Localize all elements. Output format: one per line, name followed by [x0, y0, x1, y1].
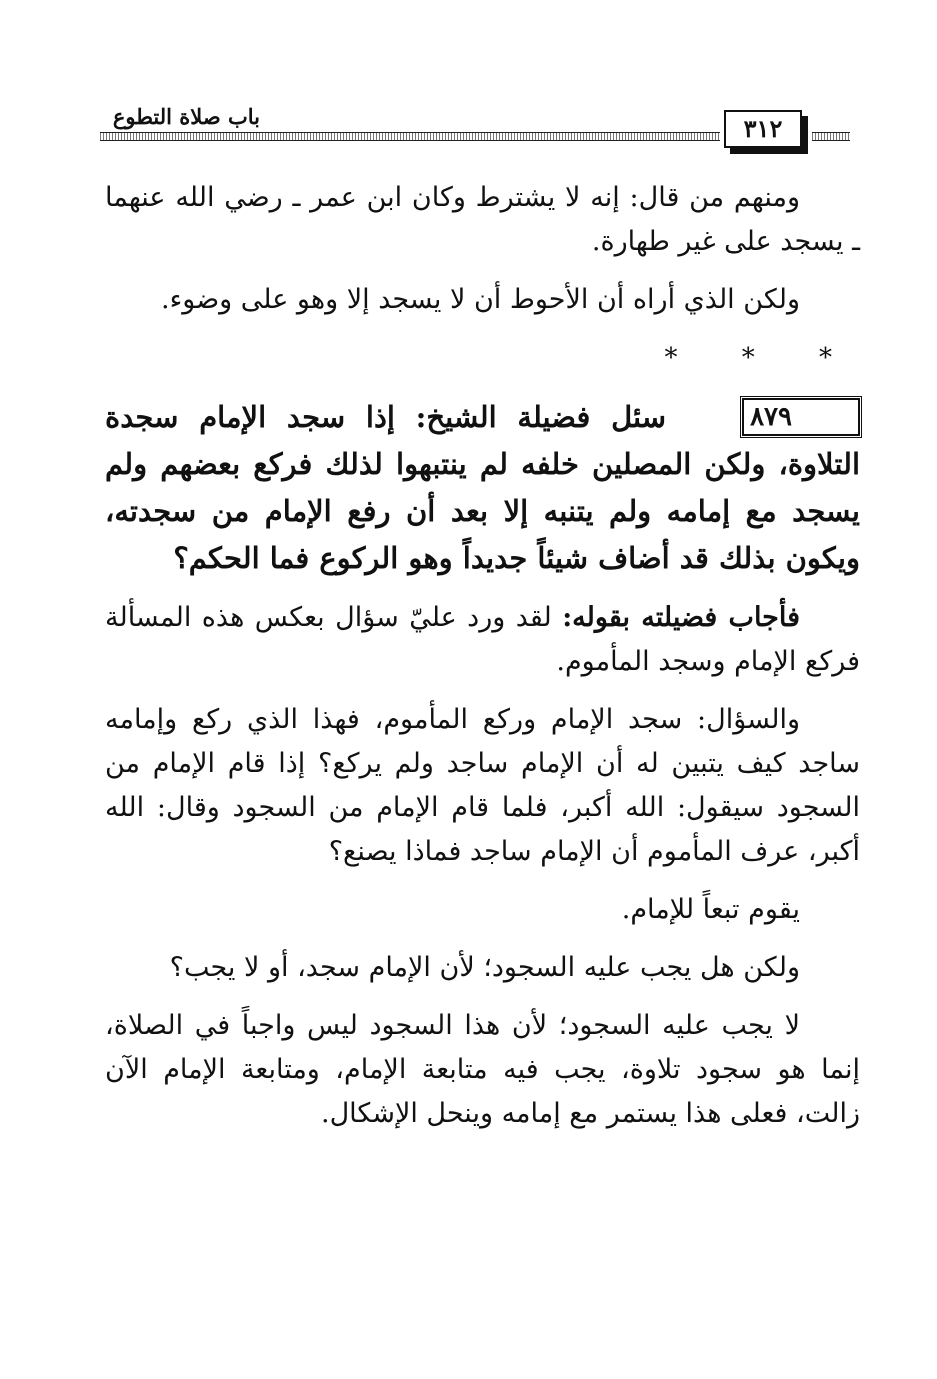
header-rule: [100, 132, 720, 141]
running-title: باب صلاة التطوع: [112, 104, 260, 129]
question-block: [105, 394, 860, 582]
header-rule-end: [812, 132, 850, 141]
page-header: [100, 92, 850, 152]
page-body: [105, 176, 860, 1150]
answer-lead: فأجاب فضيلته بقوله:: [562, 602, 801, 633]
question-number: ٨٧٩: [742, 398, 860, 436]
section-separator: * * *: [664, 343, 860, 373]
paragraph-2: ولكن الذي أراه أن الأحوط أن لا يسجد إلا وهو على وضوء.: [161, 284, 800, 315]
paragraph-6: ولكن هل يجب عليه السجود؛ لأن الإمام سجد، أو لا يجب؟: [169, 952, 800, 983]
answer-text: لقد ورد عليّ سؤال بعكس هذه المسألة فركع الإمام وسجد المأموم.: [105, 602, 860, 677]
answer-paragraph: [105, 596, 860, 684]
paragraph-1: ومنهم من قال: إنه لا يشترط وكان ابن عمر ـ رضي الله عنهما ـ يسجد على غير طهارة.: [105, 182, 860, 257]
paragraph-5: يقوم تبعاً للإمام.: [621, 894, 800, 925]
paragraph-4: والسؤال: سجد الإمام وركع المأموم، فهذا الذي ركع وإمامه ساجد كيف يتبين له أن الإمام ساجد ولم يركع؟ إذا قام الإمام من السجود سيقول: الله أكبر، فلما قام الإمام من السجود وقال: الله أكبر، عرف المأموم أن الإمام ساجد فماذا يصنع؟: [105, 704, 860, 867]
page-number: ٣١٢: [724, 110, 802, 148]
question-text: سئل فضيلة الشيخ: إذا سجد الإمام سجدة التلاوة، ولكن المصلين خلفه لم ينتبهوا لذلك فركع بعضهم ولم يسجد مع إمامه ولم يتنبه إلا بعد أن رفع الإمام من سجدته، ويكون بذلك قد أضاف شيئاً جديداً وهو الركوع فما الحكم؟: [105, 400, 860, 575]
paragraph-7: لا يجب عليه السجود؛ لأن هذا السجود ليس واجباً في الصلاة، إنما هو سجود تلاوة، يجب فيه متابعة الإمام، ومتابعة الإمام الآن زالت، فعلى هذا يستمر مع إمامه وينحل الإشكال.: [105, 1010, 860, 1129]
